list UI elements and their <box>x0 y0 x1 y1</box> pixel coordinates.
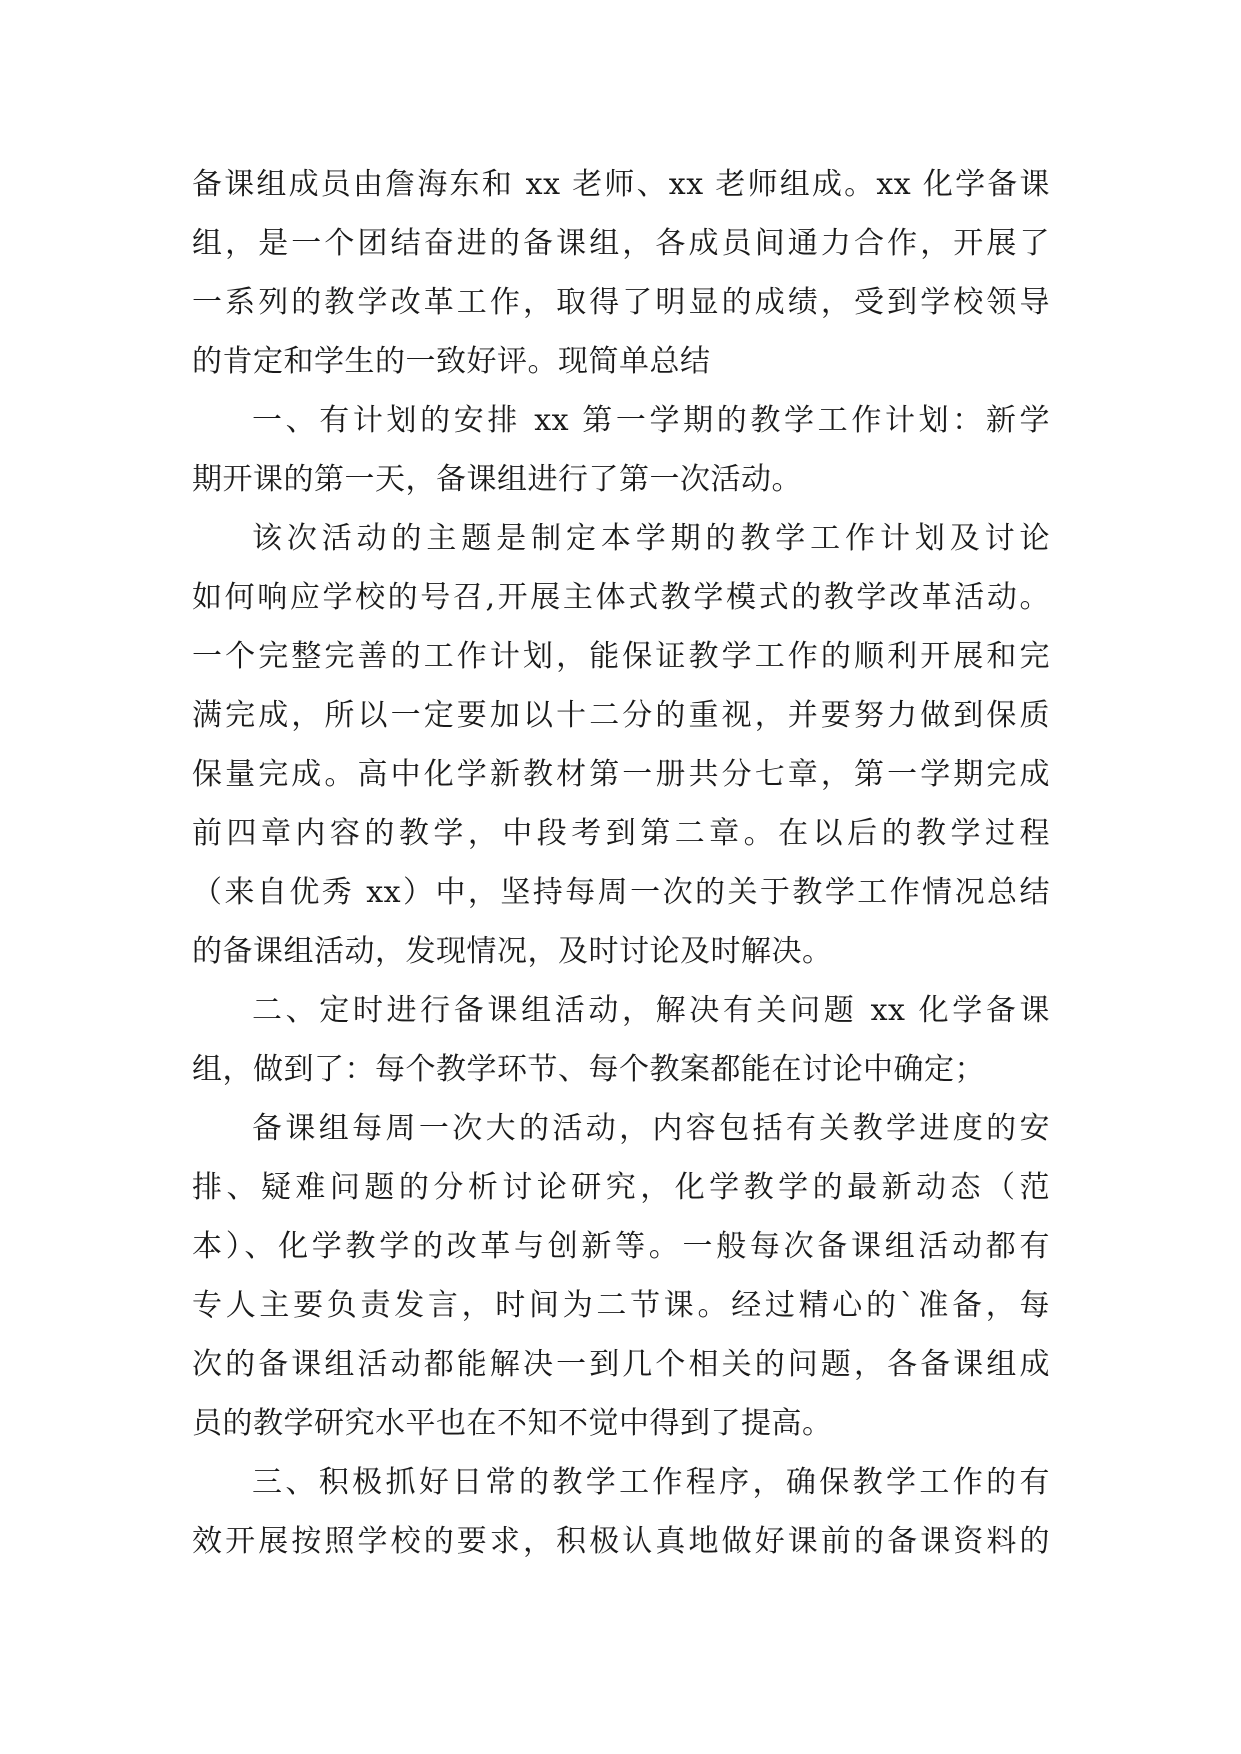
text-line: 备课组每周一次大的活动，内容包括有关教学进度的安 <box>252 1111 1050 1146</box>
text-line: 一、有计划的安排 xx 第一学期的教学工作计划：新学 <box>252 403 1050 438</box>
text-line: 前四章内容的教学，中段考到第二章。在以后的教学过程 <box>192 816 1050 851</box>
text-line: 三、积极抓好日常的教学工作程序，确保教学工作的有 <box>252 1465 1050 1500</box>
text-line: 如何响应学校的号召,开展主体式教学模式的教学改革活动。 <box>192 580 1050 615</box>
text-line: 组，是一个团结奋进的备课组，各成员间通力合作，开展了 <box>192 226 1050 261</box>
text-line: 该次活动的主题是制定本学期的教学工作计划及讨论 <box>252 521 1050 556</box>
text-line: 期开课的第一天，备课组进行了第一次活动。 <box>192 462 802 497</box>
text-line: 的肯定和学生的一致好评。现简单总结 <box>192 344 711 379</box>
text-line: 的备课组活动，发现情况，及时讨论及时解决。 <box>192 934 833 969</box>
text-line: （来自优秀 xx）中，坚持每周一次的关于教学工作情况总结 <box>192 875 1050 910</box>
text-line: 一个完整完善的工作计划，能保证教学工作的顺利开展和完 <box>192 639 1050 674</box>
text-line: 满完成，所以一定要加以十二分的重视，并要努力做到保质 <box>192 698 1050 733</box>
text-line: 效开展按照学校的要求，积极认真地做好课前的备课资料的 <box>192 1524 1050 1559</box>
text-line: 保量完成。高中化学新教材第一册共分七章，第一学期完成 <box>192 757 1050 792</box>
text-line: 排、疑难问题的分析讨论研究，化学教学的最新动态（范 <box>192 1170 1050 1205</box>
text-line: 专人主要负责发言，时间为二节课。经过精心的`准备，每 <box>192 1288 1050 1323</box>
document-body <box>192 155 1050 1571</box>
text-line: 备课组成员由詹海东和 xx 老师、xx 老师组成。xx 化学备课 <box>192 167 1050 202</box>
text-line: 组，做到了：每个教学环节、每个教案都能在讨论中确定； <box>192 1052 985 1087</box>
text-line: 本）、化学教学的改革与创新等。一般每次备课组活动都有 <box>192 1229 1050 1264</box>
text-line: 一系列的教学改革工作，取得了明显的成绩，受到学校领导 <box>192 285 1050 320</box>
text-line: 次的备课组活动都能解决一到几个相关的问题，各备课组成 <box>192 1347 1050 1382</box>
text-line: 二、定时进行备课组活动，解决有关问题 xx 化学备课 <box>252 993 1050 1028</box>
text-line: 员的教学研究水平也在不知不觉中得到了提高。 <box>192 1406 833 1441</box>
